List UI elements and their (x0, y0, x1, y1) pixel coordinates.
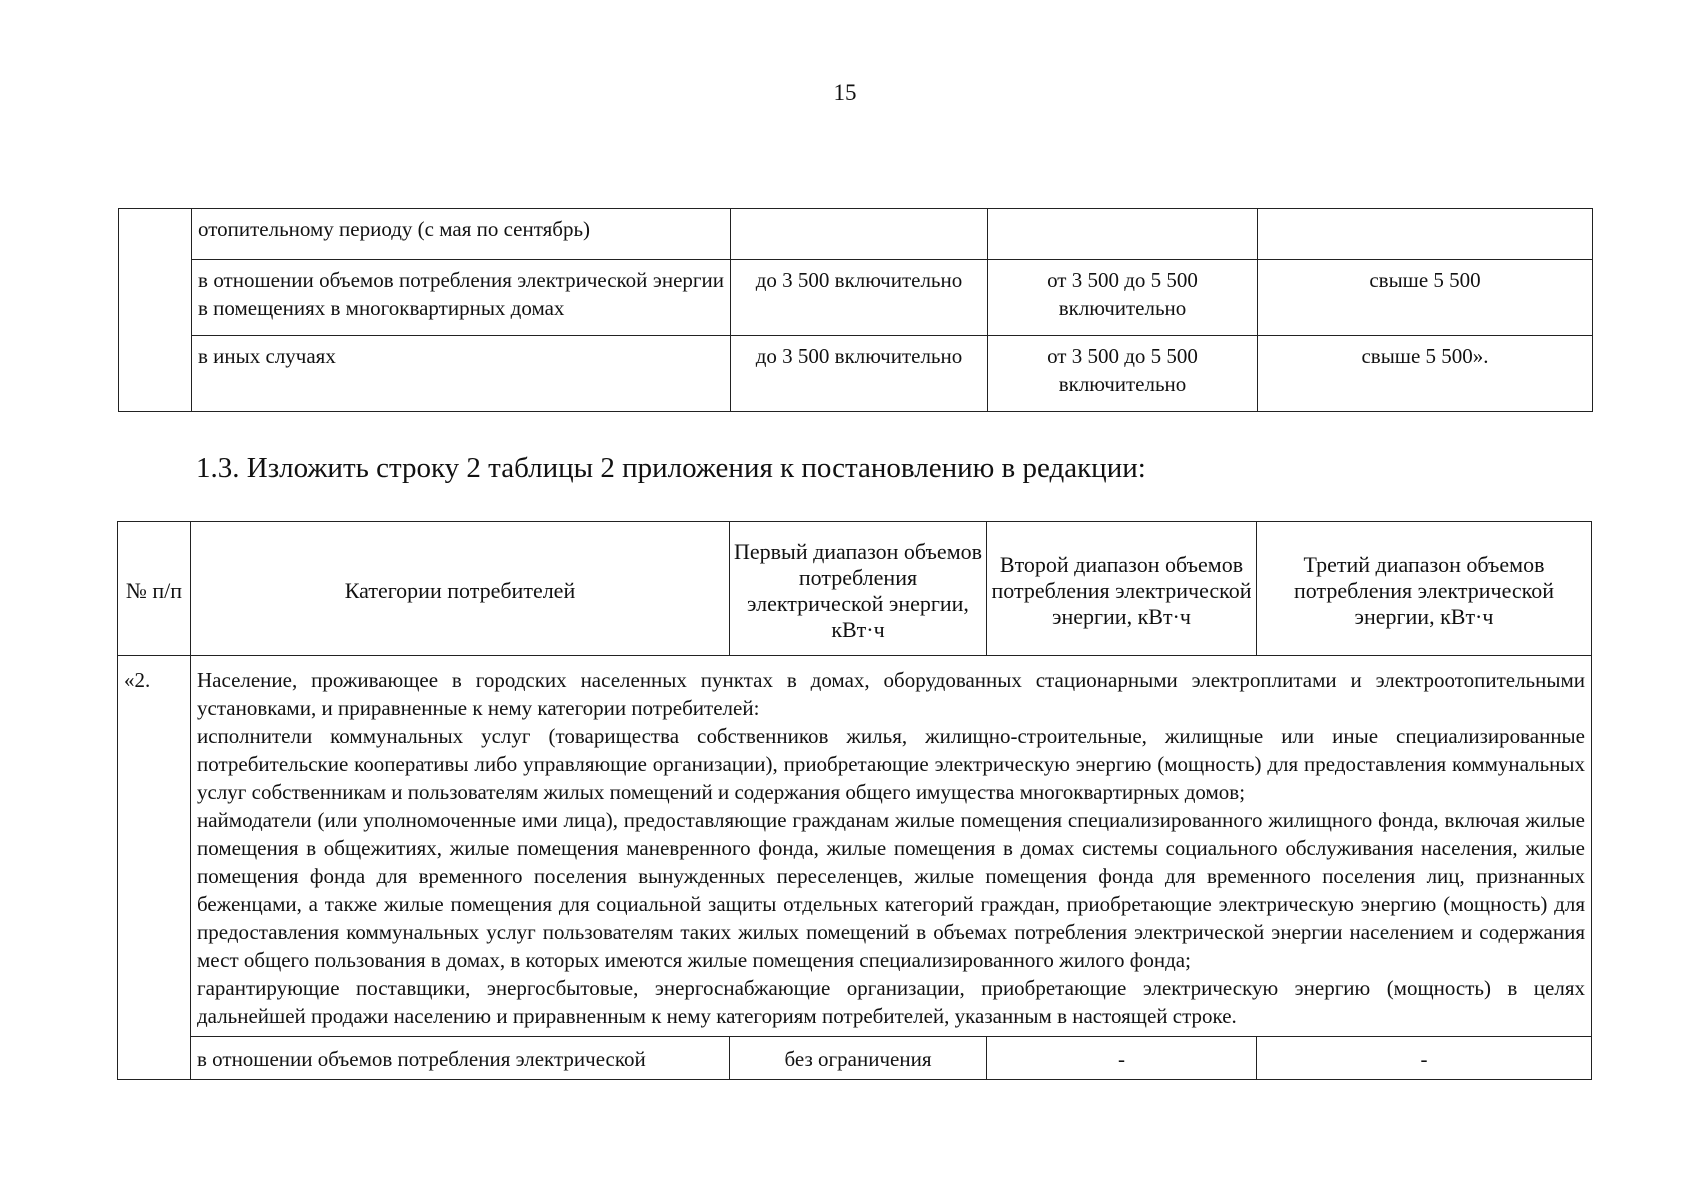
table-row (118, 656, 1592, 1037)
table-cell-category: в отношении объемов потребления электрической энергии в помещениях в многоквартирных домах (192, 260, 731, 336)
page-number: 15 (833, 80, 857, 105)
table-cell-third-range: свыше 5 500». (1258, 336, 1593, 412)
table-cell-third-range: - (1257, 1037, 1592, 1080)
table-cell-category: отопительному периоду (с мая по сентябрь) (192, 209, 731, 260)
table-cell-num: «2. (118, 656, 191, 1080)
table-cell-third-range (1258, 209, 1593, 260)
header-num: № п/п (118, 522, 191, 656)
table-cell-category: в отношении объемов потребления электрической (191, 1037, 730, 1080)
table-cell-second-range (988, 209, 1258, 260)
table-row (119, 209, 1593, 260)
description-paragraph: наймодатели (или уполномоченные ими лица), предоставляющие гражданам жилые помещения специализированного жилищного фонда, включая жилые помещения в общежитиях, жилые помещения маневренного фонда, жилые помещения в домах системы социального обслуживания населения, жилые помещения фонда для временного поселения вынужденных переселенцев, жилые помещения фонда для временного поселения лиц, признанных беженцами, а также жилые помещения для социальной защиты отдельных категорий граждан, приобретающие электрическую энергию (мощность) для предоставления коммунальных услуг пользователям таких жилых помещений в объемах потребления электрической энергии населением и содержания мест общего пользования в домах, в которых имеются жилые помещения специализированного жилого фонда; (197, 808, 1585, 972)
table-cell-third-range: свыше 5 500 (1258, 260, 1593, 336)
header-third-range: Третий диапазон объемов потребления электрической энергии, кВт·ч (1257, 522, 1592, 656)
table-cell-category: в иных случаях (192, 336, 731, 412)
tariff-table-row-2 (117, 521, 1592, 1080)
description-paragraph: гарантирующие поставщики, энергосбытовые, энергоснабжающие организации, приобретающие электрическую энергию (мощность) в целях дальнейшей продажи населению и приравненным к нему категориям потребителей, указанным в настоящей строке. (197, 976, 1585, 1028)
table-cell-first-range: до 3 500 включительно (731, 260, 988, 336)
table-row (119, 260, 1593, 336)
table-cell-num (119, 209, 192, 412)
description-paragraph: Население, проживающее в городских населенных пунктах в домах, оборудованных стационарными электроплитами и электроотопительными установками, и приравненные к нему категории потребителей: (197, 668, 1585, 720)
table-cell-second-range: - (987, 1037, 1257, 1080)
table-cell-first-range: до 3 500 включительно (731, 336, 988, 412)
table-cell-second-range: от 3 500 до 5 500 включительно (988, 336, 1258, 412)
table-row (119, 336, 1593, 412)
table-cell-second-range: от 3 500 до 5 500 включительно (988, 260, 1258, 336)
table-header-row (118, 522, 1592, 656)
table-cell-description (191, 656, 1592, 1037)
header-first-range: Первый диапазон объемов потребления электрической энергии, кВт·ч (730, 522, 987, 656)
header-second-range: Второй диапазон объемов потребления электрической энергии, кВт·ч (987, 522, 1257, 656)
description-paragraph: исполнители коммунальных услуг (товарищества собственников жилья, жилищно-строительные, жилищные или иные специализированные потребительские кооперативы либо управляющие организации), приобретающие электрическую энергию (мощность) для предоставления коммунальных услуг собственникам и пользователям жилых помещений и содержания общего имущества многоквартирных домов; (197, 724, 1585, 804)
tariff-table-continuation (118, 208, 1593, 412)
table-cell-first-range: без ограничения (730, 1037, 987, 1080)
table-cell-first-range (731, 209, 988, 260)
table-row (118, 1037, 1592, 1080)
header-category: Категории потребителей (191, 522, 730, 656)
section-heading: 1.3. Изложить строку 2 таблицы 2 приложения к постановлению в редакции: (196, 452, 1146, 484)
